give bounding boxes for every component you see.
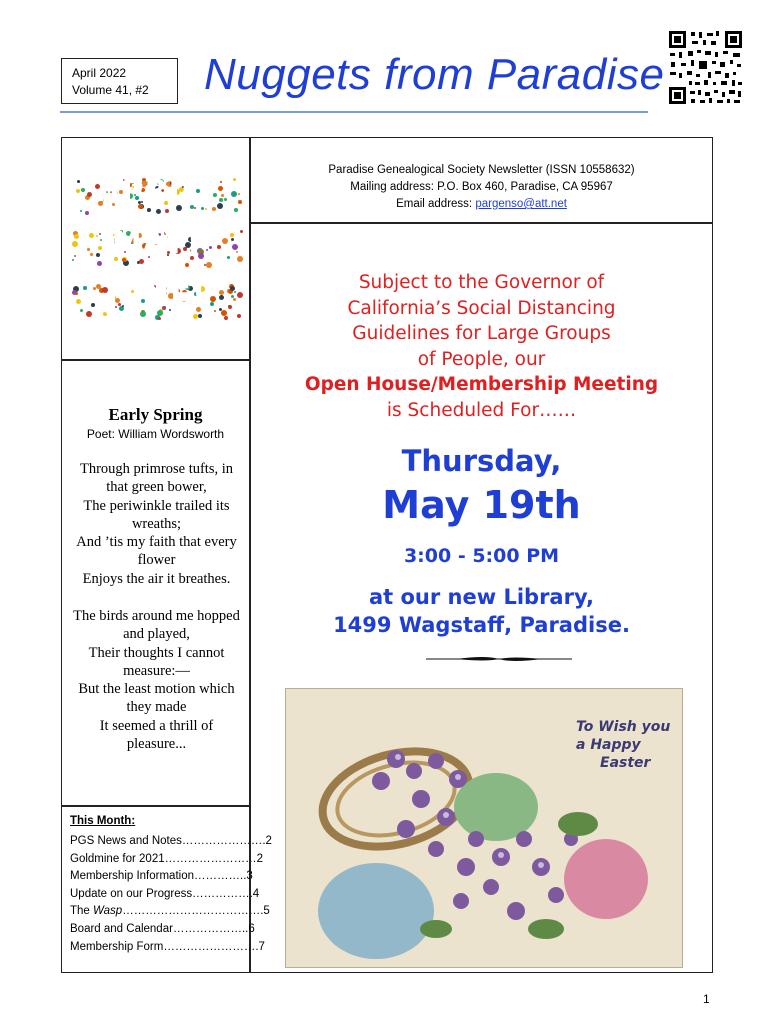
email-label: Email address: bbox=[396, 198, 473, 210]
page-number: 1 bbox=[703, 992, 710, 1006]
email-link[interactable]: pargenso@att.net bbox=[475, 198, 567, 210]
newsletter-title: Nuggets from Paradise bbox=[204, 50, 665, 99]
toc-item-label-italic: Wasp bbox=[93, 905, 123, 918]
society-email-line bbox=[251, 196, 712, 213]
toc-item[interactable] bbox=[70, 886, 272, 904]
this-month-cell bbox=[61, 806, 272, 973]
poem-line: The periwinkle trailed its bbox=[83, 497, 230, 514]
toc-item[interactable] bbox=[70, 921, 272, 939]
event-day: Thursday, bbox=[401, 444, 562, 478]
society-info-cell bbox=[250, 137, 713, 223]
poem-line: wreaths; bbox=[131, 515, 182, 532]
poem-line: The birds around me hopped bbox=[73, 608, 240, 624]
poem-line: Enjoys the air it breathes. bbox=[82, 570, 231, 587]
poem-poet: Poet: William Wordsworth bbox=[86, 427, 225, 441]
confetti-dot bbox=[80, 210, 82, 212]
banner-word-may: MAY! bbox=[111, 226, 202, 261]
header-rule bbox=[60, 111, 648, 113]
confetti-dot bbox=[193, 314, 198, 319]
society-mailing-address: Mailing address: P.O. Box 460, Paradise, CA 95967 bbox=[350, 181, 613, 193]
announcement-intro bbox=[251, 270, 712, 423]
announcement-line: California’s Social Distancing bbox=[347, 297, 616, 319]
poem-cell bbox=[61, 360, 250, 806]
confetti-dot bbox=[97, 261, 102, 266]
event-time: 3:00 - 5:00 PM bbox=[403, 545, 560, 567]
confetti-dot bbox=[85, 211, 89, 215]
toc-item-label: Update on our Progress bbox=[70, 887, 193, 900]
ornamental-divider bbox=[426, 655, 572, 663]
poem-line: And ’tis my faith that every bbox=[76, 534, 237, 551]
event-date: May 19th bbox=[382, 483, 581, 527]
poem-stanza-1 bbox=[66, 460, 247, 588]
toc-item-label: Board and Calendar bbox=[70, 922, 173, 935]
toc-item[interactable] bbox=[70, 939, 272, 957]
event-location bbox=[251, 583, 712, 639]
toc-item-page: ……………………2 bbox=[164, 852, 264, 865]
toc-item[interactable] bbox=[70, 868, 272, 886]
banner-word-april: APRIL! bbox=[97, 174, 216, 209]
postcard-greeting-line: a Happy bbox=[576, 737, 641, 753]
issue-date: April 2022 bbox=[72, 66, 127, 80]
toc-item-label: Membership Form bbox=[70, 940, 164, 953]
toc-item-page: …………….4 bbox=[192, 887, 260, 900]
event-scheduled-line: is Scheduled For…… bbox=[386, 399, 577, 421]
poem-line: that green bower, bbox=[106, 479, 207, 496]
this-month-heading: This Month: bbox=[70, 815, 136, 827]
confetti-dot bbox=[165, 209, 169, 213]
announcement-line: Guidelines for Large Groups bbox=[352, 323, 611, 344]
event-location-line: at our new Library, bbox=[368, 585, 594, 609]
announcement-line: Subject to the Governor of bbox=[358, 272, 605, 293]
banner-word-june: JUNE! bbox=[106, 279, 207, 314]
toc-item-label: Membership Information bbox=[70, 870, 194, 883]
poem-line: But the least motion which bbox=[78, 681, 235, 698]
confetti-dot bbox=[185, 263, 189, 267]
toc-item[interactable] bbox=[70, 833, 272, 851]
this-month-title: This Month bbox=[70, 815, 132, 827]
toc-item[interactable] bbox=[70, 903, 272, 921]
confetti-dot bbox=[206, 262, 212, 268]
confetti-dot bbox=[156, 209, 161, 214]
poem-line: and played, bbox=[123, 626, 190, 643]
poem-line: Through primrose tufts, in bbox=[79, 461, 234, 477]
event-location-line: 1499 Wagstaff, Paradise. bbox=[333, 613, 630, 637]
toc-item-label: The bbox=[70, 905, 94, 918]
toc-item-page: …………………….7 bbox=[163, 940, 265, 953]
table-of-contents bbox=[70, 833, 272, 956]
poem-stanza-2 bbox=[66, 607, 247, 753]
toc-item-page: ……………………………….5 bbox=[122, 905, 270, 918]
confetti-dot bbox=[237, 314, 241, 318]
confetti-dot bbox=[198, 314, 202, 318]
issue-volume: Volume 41, #2 bbox=[72, 83, 149, 97]
poem-line: flower bbox=[137, 552, 176, 569]
poem-line: Their thoughts I cannot bbox=[88, 644, 225, 661]
postcard-greeting-line: To Wish you bbox=[576, 719, 671, 735]
toc-item-page: ………………….2 bbox=[181, 835, 272, 847]
society-newsletter-line: Paradise Genealogical Society Newsletter (ISSN 10558632) bbox=[328, 164, 635, 176]
banner-cell bbox=[61, 137, 250, 360]
confetti-dot bbox=[158, 317, 161, 320]
poem-line: they made bbox=[126, 699, 187, 716]
toc-item-page: ………………..6 bbox=[172, 922, 255, 935]
toc-item-label: Goldmine for 2021 bbox=[70, 852, 165, 865]
confetti-dot bbox=[224, 316, 228, 320]
poem-title: Early Spring bbox=[108, 405, 203, 424]
toc-item[interactable] bbox=[70, 851, 272, 869]
qr-code-icon bbox=[667, 29, 744, 106]
issue-info-box bbox=[61, 58, 178, 104]
event-name: Open House/Membership Meeting bbox=[304, 374, 659, 395]
toc-item-page: …………..3 bbox=[194, 870, 253, 883]
poem-line: pleasure... bbox=[126, 736, 187, 753]
announcement-line: of People, our bbox=[417, 348, 546, 370]
poem-line: It seemed a thrill of bbox=[99, 717, 214, 734]
poem-line: measure:— bbox=[123, 662, 190, 679]
toc-item-label: PGS News and Notes bbox=[70, 835, 182, 847]
postcard-greeting-line: Easter bbox=[600, 755, 651, 771]
easter-postcard-image bbox=[285, 688, 683, 968]
